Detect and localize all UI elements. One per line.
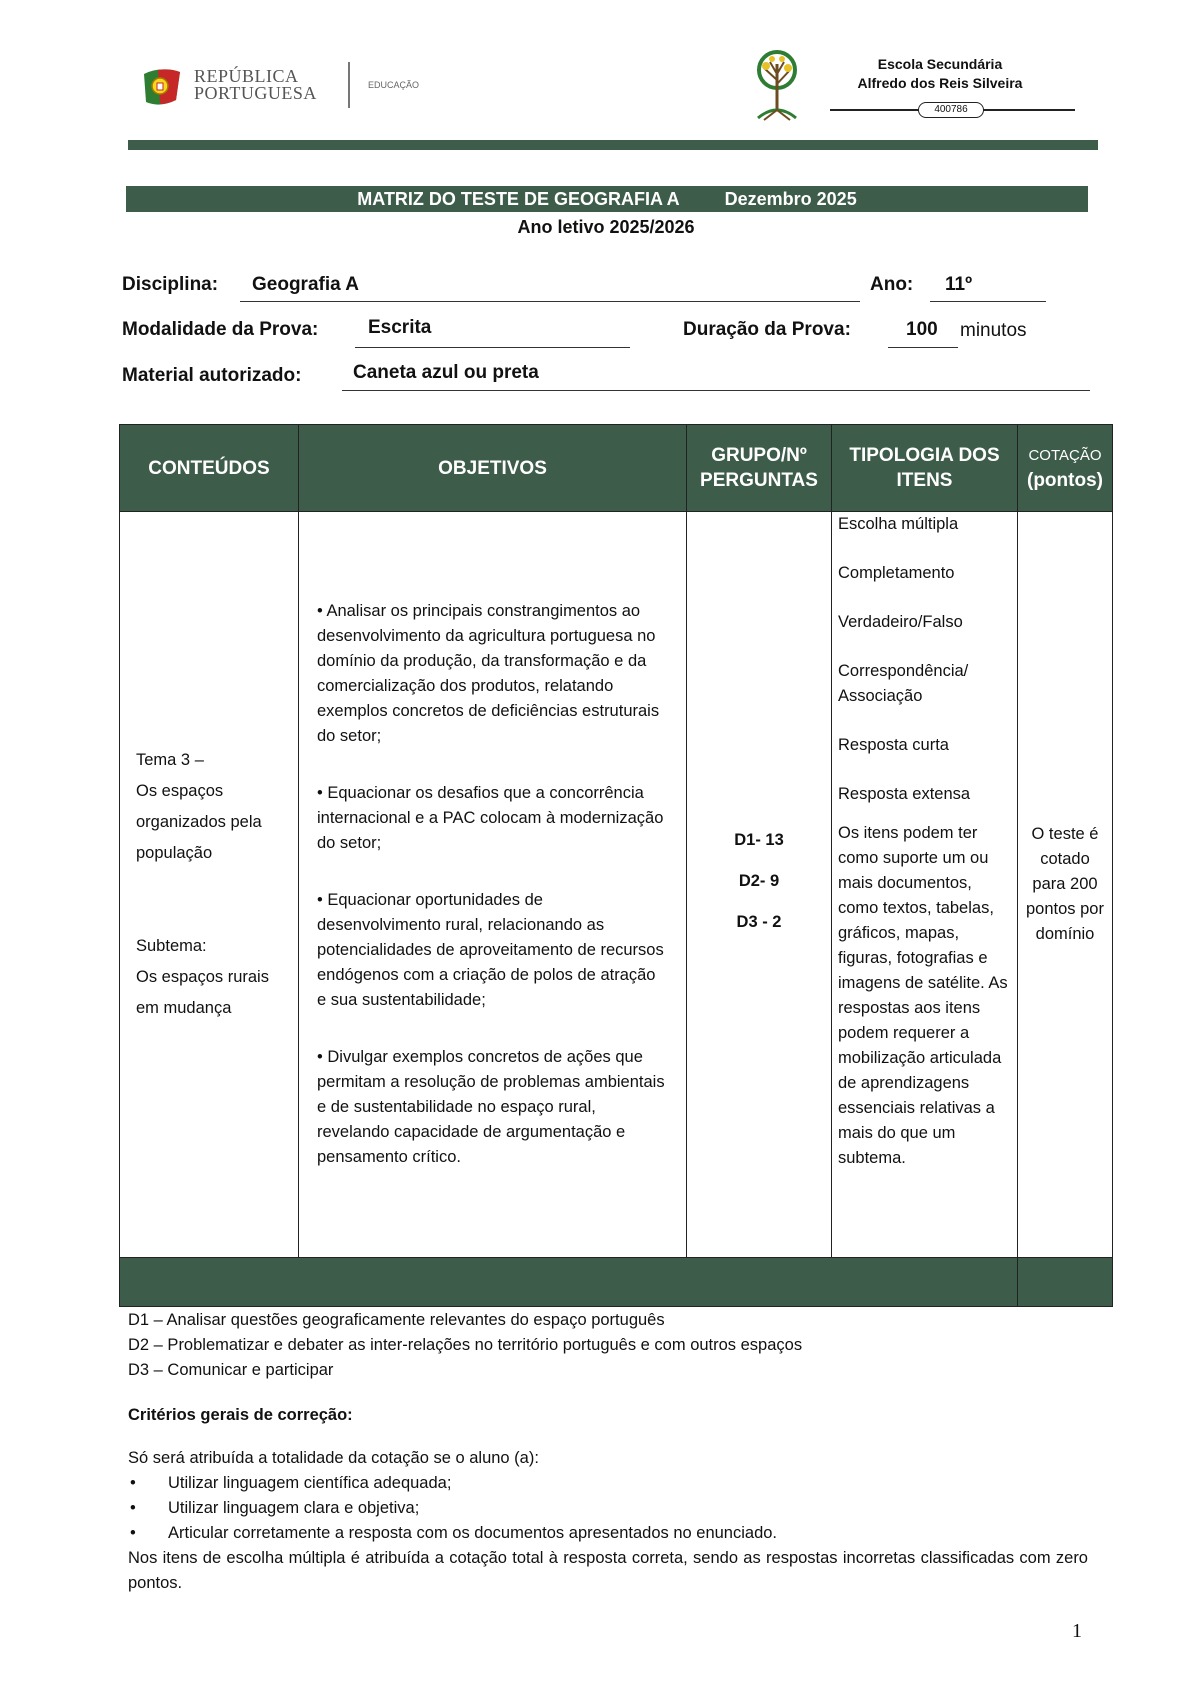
header-tipologia bbox=[832, 425, 1018, 512]
bullet-dot: • bbox=[130, 1474, 136, 1492]
conteudos-spacer bbox=[136, 900, 298, 931]
tipologia-item: Resposta extensa bbox=[838, 785, 971, 803]
header-conteudos-label: CONTEÚDOS bbox=[148, 457, 270, 479]
modalidade-label: Modalidade da Prova: bbox=[122, 319, 319, 340]
school-name-line-1: Escola Secundária bbox=[877, 56, 1003, 72]
tipologia-cell bbox=[832, 512, 1018, 1258]
header-divider-bar bbox=[128, 140, 1098, 150]
criteria-section bbox=[128, 1446, 1088, 1596]
school-tree-logo-icon bbox=[744, 44, 810, 124]
test-matrix-table bbox=[119, 424, 1113, 1307]
cotacao-text: O teste é cotado para 200 pontos por domínio bbox=[1026, 825, 1104, 943]
duracao-value: 100 bbox=[906, 319, 938, 340]
footer-cell-total bbox=[1018, 1258, 1113, 1307]
disciplina-label: Disciplina: bbox=[122, 274, 219, 295]
header-grupo bbox=[687, 425, 832, 512]
conteudos-line: Os espaços bbox=[136, 782, 224, 800]
domain-legend bbox=[128, 1308, 1088, 1383]
modalidade-value: Escrita bbox=[368, 317, 432, 338]
document-title-bar bbox=[126, 186, 1088, 212]
objetivos-cell bbox=[299, 512, 687, 1258]
duracao-label: Duração da Prova: bbox=[683, 319, 851, 340]
grupo-item: D3 - 2 bbox=[736, 913, 782, 931]
grupo-cell bbox=[687, 512, 832, 1258]
disciplina-value: Geografia A bbox=[252, 274, 359, 295]
portuguese-emblem-icon bbox=[140, 64, 184, 108]
tipologia-item: Resposta curta bbox=[838, 736, 949, 754]
criteria-intro: Só será atribuída a totalidade da cotação se o aluno (a): bbox=[128, 1449, 539, 1467]
domain-item: D1 – Analisar questões geograficamente relevantes do espaço português bbox=[128, 1311, 665, 1329]
material-value: Caneta azul ou preta bbox=[353, 362, 539, 383]
conteudos-line: organizados pela bbox=[136, 813, 262, 831]
disciplina-underline bbox=[240, 301, 860, 302]
modalidade-underline bbox=[355, 347, 630, 348]
conteudos-cell bbox=[120, 512, 299, 1258]
conteudos-spacer bbox=[136, 869, 298, 900]
footer-cell bbox=[120, 1258, 1018, 1307]
header-tipologia-line-2: ITENS bbox=[896, 470, 953, 491]
ano-underline bbox=[930, 301, 1046, 302]
school-name-line-2: Alfredo dos Reis Silveira bbox=[857, 75, 1023, 91]
grupo-item: D2- 9 bbox=[738, 872, 780, 890]
objetivo-item: • Equacionar oportunidades de desenvolvimento rural, relacionando as potencialidades de aproveitamento de recursos endógenos com a criação de polos de atração e sua sustentabilidade; bbox=[317, 891, 664, 1009]
criteria-closing: Nos itens de escolha múltipla é atribuída a cotação total à resposta correta, sendo as respostas incorretas classificadas com zero pontos. bbox=[128, 1549, 1088, 1592]
tipologia-item: Escolha múltipla bbox=[838, 515, 959, 533]
page-number: 1 bbox=[1072, 1620, 1082, 1642]
ano-label: Ano: bbox=[870, 274, 914, 295]
gov-ministry: EDUCAÇÃO bbox=[368, 80, 420, 90]
objetivo-item: • Equacionar os desafios que a concorrência internacional e a PAC colocam à modernização do setor; bbox=[317, 784, 664, 852]
duracao-underline bbox=[888, 347, 958, 348]
table-header-row bbox=[120, 425, 1113, 512]
objetivo-item: • Divulgar exemplos concretos de ações que permitam a resolução de problemas ambientais e de sustentabilidade no espaço rural, revelando capacidade de argumentação e pensamento crítico. bbox=[317, 1048, 665, 1166]
bullet-dot: • bbox=[130, 1499, 136, 1517]
republica-portuguesa-logo bbox=[140, 58, 440, 118]
school-year: Ano letivo 2025/2026 bbox=[517, 217, 695, 237]
gov-line-1: REPÚBLICA bbox=[194, 66, 299, 86]
header-grupo-line-1: GRUPO/Nº bbox=[711, 445, 807, 466]
material-underline bbox=[342, 390, 1090, 391]
conteudos-line: Subtema: bbox=[136, 937, 207, 955]
school-name bbox=[820, 55, 1060, 93]
domain-item: D3 – Comunicar e participar bbox=[128, 1361, 334, 1379]
gov-name bbox=[194, 68, 317, 102]
grupo-item: D1- 13 bbox=[734, 831, 784, 849]
document-title: MATRIZ DO TESTE DE GEOGRAFIA A bbox=[357, 189, 680, 209]
school-code-badge: 400786 bbox=[918, 102, 984, 118]
logo-divider bbox=[348, 62, 350, 108]
tipologia-item: Verdadeiro/Falso bbox=[838, 613, 963, 631]
header-objetivos bbox=[299, 425, 687, 512]
header-objetivos-label: OBJETIVOS bbox=[438, 457, 547, 479]
bullet-dot: • bbox=[130, 1524, 136, 1542]
table-footer-row bbox=[120, 1258, 1113, 1307]
domain-item: D2 – Problematizar e debater as inter-relações no território português e com outros espaços bbox=[128, 1336, 803, 1354]
tipologia-item: Correspondência/ Associação bbox=[838, 662, 969, 705]
criteria-bullet-text: Utilizar linguagem clara e objetiva; bbox=[168, 1499, 420, 1517]
header-cotacao-line-1: COTAÇÃO bbox=[1028, 447, 1102, 464]
gov-line-2: PORTUGUESA bbox=[194, 83, 317, 103]
tipologia-note: Os itens podem ter como suporte um ou mais documentos, como textos, tabelas, gráficos, mapas, figuras, fotografias e imagens de satélite. As respostas aos itens podem requerer a mobilização articulada de aprendizagens essenciais relativas a mais do que um subtema. bbox=[838, 824, 1008, 1167]
criteria-bullet-text: Articular corretamente a resposta com os documentos apresentados no enunciado. bbox=[168, 1524, 778, 1542]
conteudos-line: em mudança bbox=[136, 999, 232, 1017]
objetivo-item: • Analisar os principais constrangimentos ao desenvolvimento da agricultura portuguesa no domínio da produção, da transformação e da comercialização dos produtos, relatando exemplos concretos de deficiências estruturais do setor; bbox=[317, 602, 660, 745]
conteudos-line: Tema 3 – bbox=[136, 751, 204, 769]
header-cotacao bbox=[1018, 425, 1113, 512]
criteria-bullet bbox=[128, 1521, 1088, 1546]
criteria-bullet-text: Utilizar linguagem científica adequada; bbox=[168, 1474, 452, 1492]
criteria-title: Critérios gerais de correção: bbox=[128, 1406, 353, 1424]
conteudos-line: população bbox=[136, 844, 213, 862]
table-row bbox=[120, 512, 1113, 1258]
criteria-bullet bbox=[128, 1471, 1088, 1496]
tipologia-item: Completamento bbox=[838, 564, 955, 582]
header-conteudos bbox=[120, 425, 299, 512]
cotacao-cell bbox=[1018, 512, 1113, 1258]
document-date: Dezembro 2025 bbox=[724, 189, 857, 209]
criteria-bullet bbox=[128, 1496, 1088, 1521]
header-grupo-line-2: PERGUNTAS bbox=[700, 470, 818, 491]
header-cotacao-line-2: (pontos) bbox=[1027, 470, 1103, 491]
header-tipologia-line-1: TIPOLOGIA DOS bbox=[849, 445, 1000, 466]
ano-value: 11º bbox=[945, 274, 973, 295]
duracao-unit: minutos bbox=[960, 320, 1027, 341]
material-label: Material autorizado: bbox=[122, 365, 302, 386]
conteudos-line: Os espaços rurais bbox=[136, 968, 269, 986]
